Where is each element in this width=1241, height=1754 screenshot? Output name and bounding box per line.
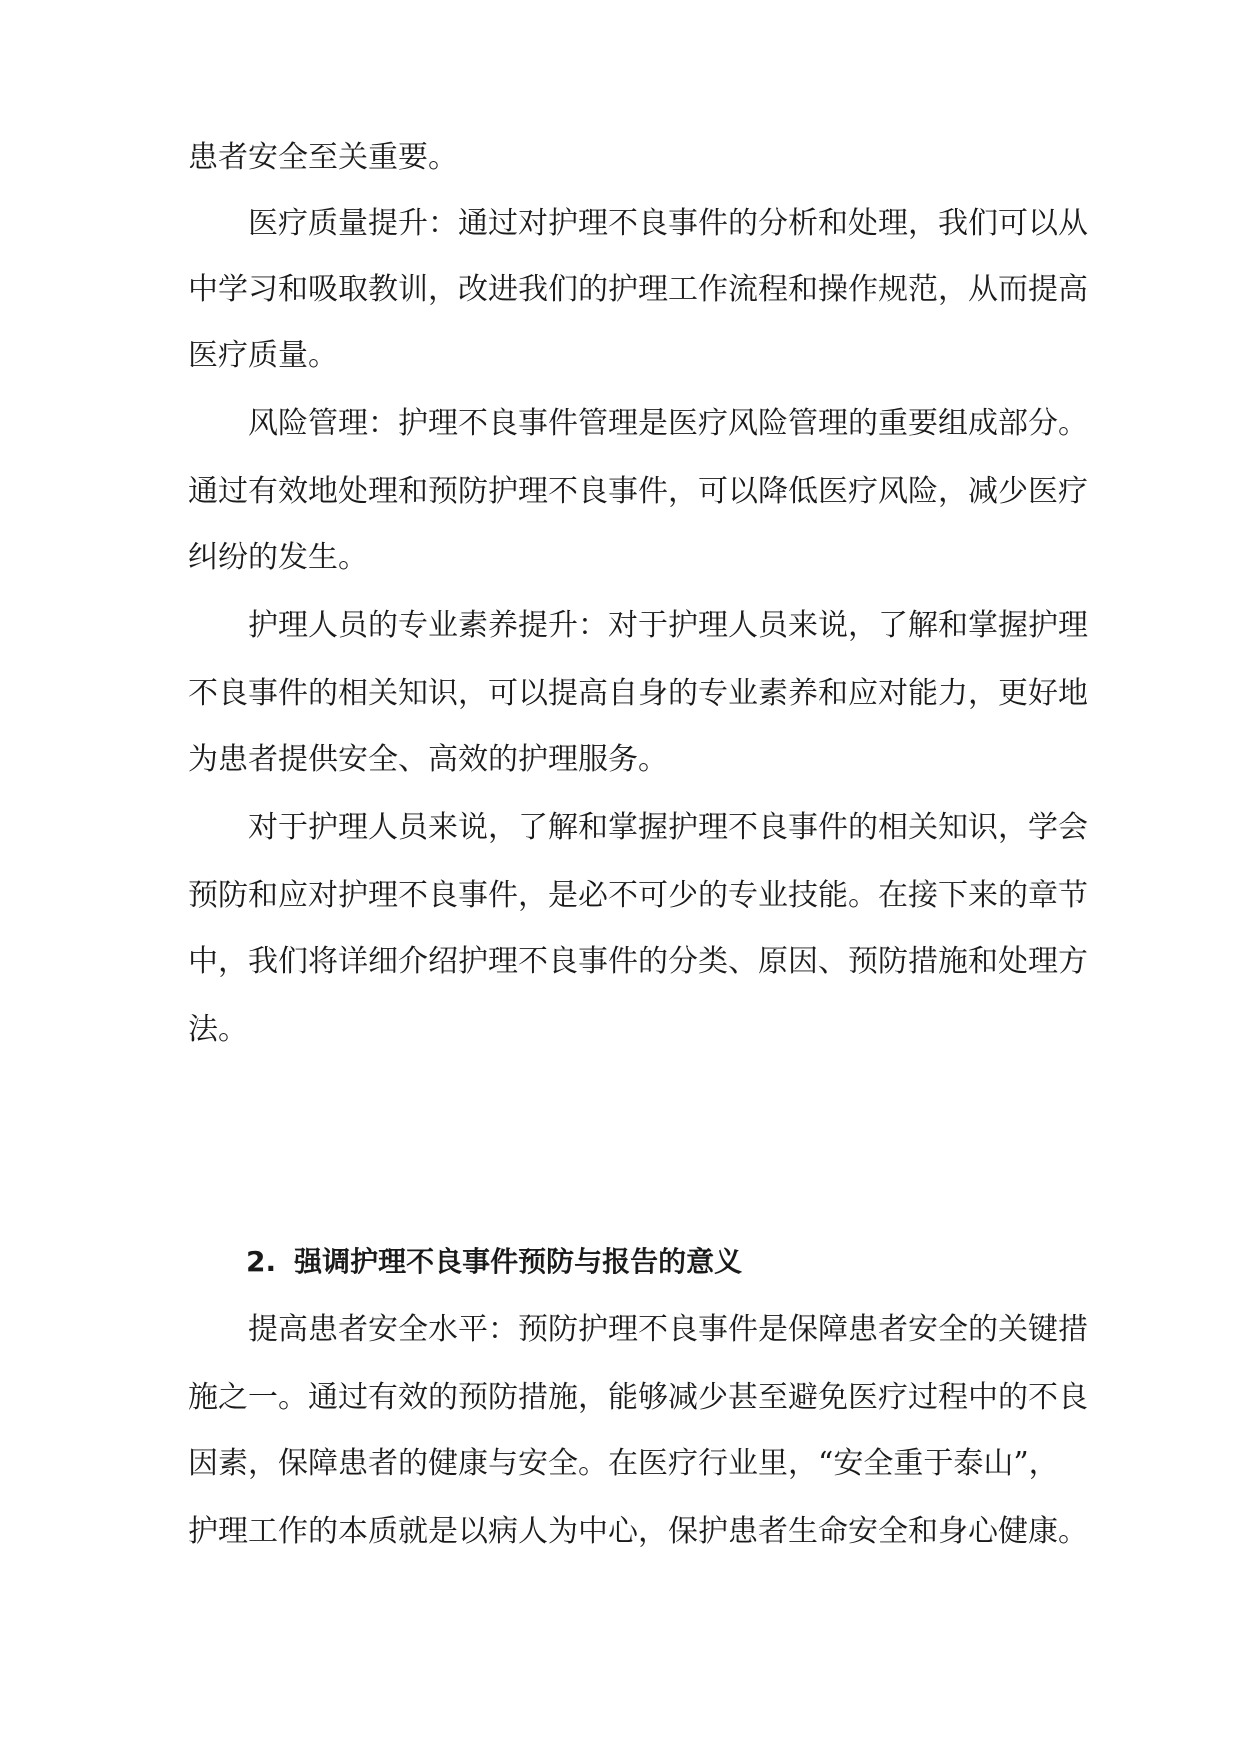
paragraph-line: 提高患者安全水平：预防护理不良事件是保障患者安全的关键措	[248, 1312, 1088, 1347]
paragraph-line: 风险管理：护理不良事件管理是医疗风险管理的重要组成部分。	[248, 406, 1088, 441]
paragraph-line: 患者安全至关重要。	[188, 140, 458, 175]
paragraph-line: 纠纷的发生。	[188, 540, 368, 575]
paragraph-line: 为患者提供安全、高效的护理服务。	[188, 742, 668, 777]
paragraph-line: 对于护理人员来说，了解和掌握护理不良事件的相关知识，学会	[248, 810, 1088, 845]
section-title: 强调护理不良事件预防与报告的意义	[294, 1245, 743, 1278]
paragraph-line: 医疗质量提升：通过对护理不良事件的分析和处理，我们可以从	[248, 206, 1088, 241]
paragraph-line: 通过有效地处理和预防护理不良事件，可以降低医疗风险，减少医疗	[188, 474, 1088, 509]
paragraph-line: 不良事件的相关知识，可以提高自身的专业素养和应对能力，更好地	[188, 676, 1088, 711]
paragraph-line: 施之一。通过有效的预防措施，能够减少甚至避免医疗过程中的不良	[188, 1380, 1088, 1415]
paragraph-line: 护理人员的专业素养提升：对于护理人员来说，了解和掌握护理	[248, 608, 1088, 643]
paragraph-line: 预防和应对护理不良事件，是必不可少的专业技能。在接下来的章节	[188, 878, 1088, 913]
paragraph-line: 中，我们将详细介绍护理不良事件的分类、原因、预防措施和处理方	[188, 944, 1088, 979]
paragraph-line: 医疗质量。	[188, 338, 338, 373]
section-heading	[246, 1244, 742, 1280]
paragraph-line: 护理工作的本质就是以病人为中心，保护患者生命安全和身心健康。	[188, 1514, 1088, 1549]
paragraph-line: 法。	[188, 1012, 248, 1047]
section-number: 2.	[246, 1245, 277, 1278]
paragraph-line: 因素，保障患者的健康与安全。在医疗行业里，“安全重于泰山”，	[188, 1446, 1059, 1481]
paragraph-line: 中学习和吸取教训，改进我们的护理工作流程和操作规范，从而提高	[188, 272, 1088, 307]
